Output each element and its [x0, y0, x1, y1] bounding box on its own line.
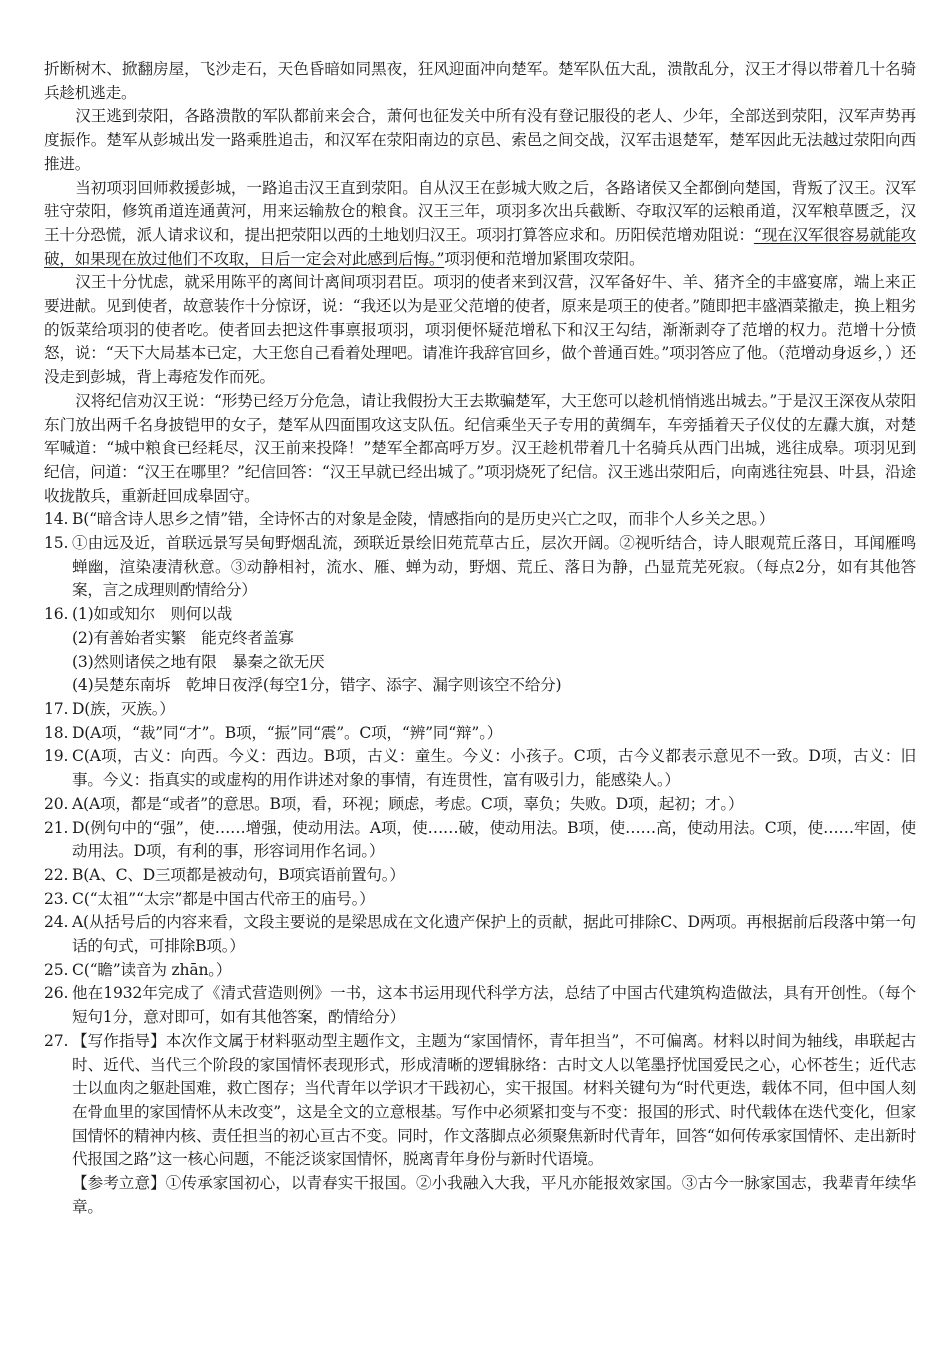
answer-item [44, 745, 916, 792]
answer-number: 15. [44, 534, 69, 553]
answer-text: C(“太祖”“太宗”都是中国古代帝王的庙号。） [72, 889, 375, 908]
underlined-quote: “现在汉军很容易就能攻破，如果现在放过他们不攻取，日后一定会对此感到后悔。” [44, 225, 916, 268]
answer-text: D(A项，“裁”同“才”。B项，“振”同“震”。C项，“辨”同“辩”。） [72, 723, 503, 742]
answer-number: 18. [44, 723, 69, 742]
answer-item [44, 603, 916, 627]
answer-item [44, 959, 916, 983]
answer-number: 14. [44, 510, 69, 529]
answer-text: ①由远及近，首联远景写吴甸野烟乱流，颈联近景绘旧苑荒草古丘，层次开阔。②视听结合，诗人眼观荒丘落日，耳闻雁鸣蝉幽，渲染凄清秋意。③动静相衬，流水、雁、蝉为动，野烟、荒丘、落日为静，凸显荒芜死寂。（每点2分，如有其他答案，言之成理则酌情给分） [72, 534, 916, 600]
passage-paragraph-2: 汉王逃到荥阳，各路溃散的军队都前来会合，萧何也征发关中所有没有登记服役的老人、少年，全部送到荥阳，汉军声势再度振作。楚军从彭城出发一路乘胜追击，和汉军在荥阳南边的京邑、索邑之间交战，汉军击退楚军，楚军因此无法越过荥阳向西推进。 [44, 107, 916, 173]
answer-number: 24. [44, 913, 69, 932]
answer-text: B(“暗含诗人思乡之情”错，全诗怀古的对象是金陵，情感指向的是历史兴亡之叹，而非个人乡关之思。） [72, 510, 775, 529]
answer-text: A(从括号后的内容来看，文段主要说的是梁思成在文化遗产保护上的贡献，据此可排除C、D两项。再根据前后段落中第一句话的句式，可排除B项。） [72, 913, 916, 956]
answer-item [44, 911, 916, 958]
answer-text: C(A项，古义：向西。今义：西边。B项，古义：童生。今义：小孩子。C项，古今义都表示意见不一致。D项，古义：旧事。今义：指真实的或虚构的用作讲述对象的事情，有连贯性，富有吸引力，能感染人。） [72, 747, 916, 790]
answer-number: 27. [44, 1031, 69, 1050]
essay-guidance [72, 1030, 916, 1220]
answer-item [44, 793, 916, 817]
passage-paragraph-5: 汉将纪信劝汉王说：“形势已经万分危急，请让我假扮大王去欺骗楚军，大王您可以趁机悄悄逃出城去。”于是汉王深夜从荥阳东门放出两千名身披铠甲的女子，楚军从四面围攻这支队伍。纪信乘坐天子专用的黄绸车，车旁插着天子仪仗的左纛大旗，对楚军喊道：“城中粮食已经耗尽，汉王前来投降！”楚军全都高呼万岁。汉王趁机带着几十名骑兵从西门出城，逃往成皋。项羽见到纪信，问道：“汉王在哪里？”纪信回答：“汉王早就已经出城了。”项羽烧死了纪信。汉王逃出荥阳后，向南逃往宛县、叶县，沿途收拢散兵，重新赶回成皋固守。 [44, 391, 916, 505]
passage-paragraph-3-part-a: 当初项羽回师救援彭城，一路追击汉王直到荥阳。自从汉王在彭城大败之后，各路诸侯又全都倒向楚国，背叛了汉王。汉军驻守荥阳，修筑甬道连通黄河，用来运输敖仓的粮食。汉王三年，项羽多次出兵截断、夺取汉军的运粮甬道，汉军粮草匮乏，汉王十分恐慌，派人请求议和，提出把荥阳以西的土地划归汉王。项羽打算答应求和。历阳侯范增劝阻说： [44, 178, 916, 244]
answer-item [44, 982, 916, 1029]
answer-number: 25. [44, 960, 69, 979]
answer-text: (1)如或知尔 则何以哉 [72, 605, 233, 624]
answer-subline: (4)吴楚东南坼 乾坤日夜浮(每空1分，错字、添字、漏字则该空不给分) [72, 676, 562, 695]
writing-guide-text: 【写作指导】本次作文属于材料驱动型主题作文，主题为“家国情怀，青年担当”，不可偏离。材料以时间为轴线，串联起古时、近代、当代三个阶段的家国情怀表现形式，形成清晰的逻辑脉络：古时文人以笔墨抒忧国爱民之心，心怀苍生；近代志士以血肉之躯赴国难，救亡图存；当代青年以学识才干践初心，实干报国。材料关键句为“时代更迭，载体不同，但中国人刻在骨血里的家国情怀从未改变”，这是全文的立意根基。写作中必须紧扣变与不变：报国的形式、时代载体在迭代变化，但家国情怀的精神内核、责任担当的初心亘古不变。同时，作文落脚点必须聚焦新时代青年，回答“如何传承家国情怀、走出新时代报国之路”这一核心问题，不能泛谈家国情怀，脱离青年身份与新时代语境。 [72, 1031, 916, 1169]
answer-number: 26. [44, 984, 69, 1003]
answer-text: D(例句中的“强”，使……增强，使动用法。A项，使……破，使动用法。B项，使……高，使动用法。C项，使……牢固，使动用法。D项，有利的事，形容词用作名词。） [72, 818, 916, 861]
answer-subline: (3)然则诸侯之地有限 暴秦之欲无厌 [72, 652, 325, 671]
passage-paragraph-4: 汉王十分忧虑，就采用陈平的离间计离间项羽君臣。项羽的使者来到汉营，汉军备好牛、羊、猪齐全的丰盛宴席，端上来正要进献。见到使者，故意装作十分惊讶，说：“我还以为是亚父范增的使者，原来是项王的使者。”随即把丰盛酒菜撤走，换上粗劣的饭菜给项羽的使者吃。使者回去把这件事禀报项羽，项羽便怀疑范增私下和汉王勾结，渐渐剥夺了范增的权力。范增十分愤怒，说：“天下大局基本已定，大王您自己看着处理吧。请准许我辞官回乡，做个普通百姓。”项羽答应了他。（范增动身返乡，）还没走到彭城，背上毒疮发作而死。 [44, 273, 916, 387]
answer-item [44, 722, 916, 746]
answer-number: 19. [44, 747, 69, 766]
passage-paragraph-3-part-b: 项羽便和范增加紧围攻荥阳。 [444, 249, 645, 268]
reference-ideas-text: 【参考立意】①传承家国初心，以青春实干报国。②小我融入大我，平凡亦能报效家国。③古今一脉家国志，我辈青年续华章。 [72, 1174, 916, 1216]
answer-item [44, 888, 916, 912]
passage-paragraph-1: 折断树木、掀翻房屋，飞沙走石，天色昏暗如同黑夜，狂风迎面冲向楚军。楚军队伍大乱，溃散乱分，汉王才得以带着几十名骑兵趁机逃走。 [44, 60, 916, 102]
answer-text: B(A、C、D三项都是被动句，B项宾语前置句。） [72, 865, 405, 884]
answer-text: A(A项，都是“或者”的意思。B项，看，环视；顾虑，考虑。C项，辜负；失败。D项，起初；才。） [72, 794, 744, 813]
answer-number: 16. [44, 605, 69, 624]
answer-number: 22. [44, 865, 69, 884]
answer-number: 23. [44, 889, 69, 908]
answer-subline: (2)有善始者实繁 能克终者盖寡 [72, 628, 294, 647]
answer-item [44, 817, 916, 864]
answer-number: 17. [44, 699, 69, 718]
answer-item [44, 532, 916, 603]
answer-page [44, 58, 916, 1219]
answer-number: 20. [44, 794, 69, 813]
answer-text: 他在1932年完成了《清式营造则例》一书，这本书运用现代科学方法，总结了中国古代建筑构造做法，具有开创性。（每个短句1分，意对即可，如有其他答案，酌情给分） [72, 984, 916, 1027]
answer-text: D(族，灭族。） [72, 699, 175, 718]
answer-item [44, 698, 916, 722]
answer-item [44, 508, 916, 532]
answer-text: C(“瞻”读音为 zhān。） [72, 960, 232, 979]
answer-number: 21. [44, 818, 69, 837]
answer-item [44, 864, 916, 888]
passage-paragraph-3 [44, 177, 916, 272]
essay-guidance-item [44, 1030, 916, 1220]
